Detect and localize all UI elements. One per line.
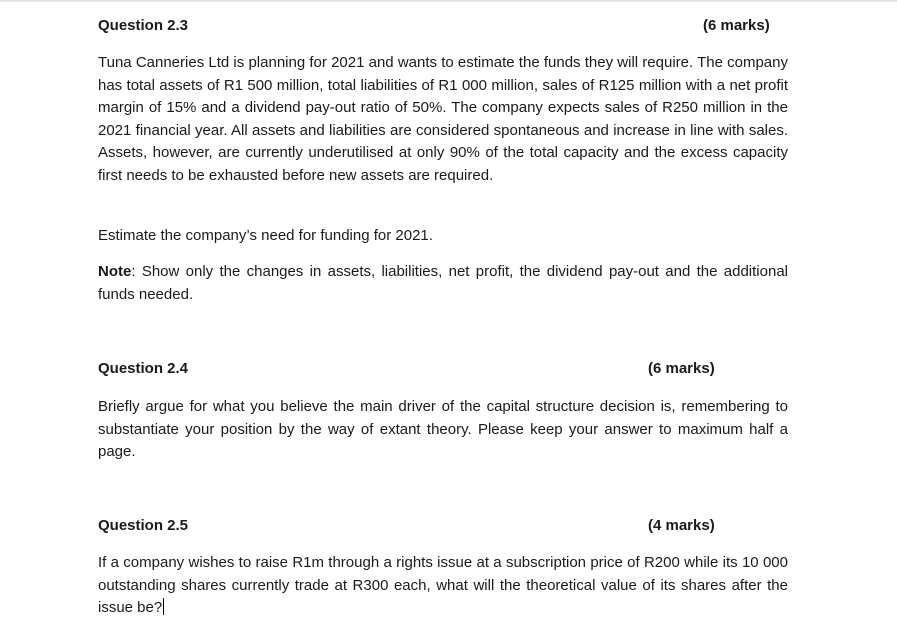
question-2-3-marks: (6 marks) [703, 17, 770, 34]
question-2-4-body: Briefly argue for what you believe the main driver of the capital structure decision is, remembering to substantiate your position by the way of extant theory. Please keep your answer to maximum half a page. [98, 398, 788, 460]
question-2-5-marks: (4 marks) [648, 517, 715, 534]
question-2-5-body[interactable] [98, 552, 788, 620]
question-2-4-marks: (6 marks) [648, 360, 715, 377]
question-2-3-title: Question 2.3 [98, 17, 189, 34]
note-text: : Show only the changes in assets, liabilities, net profit, the dividend pay-out and the additional funds needed. [98, 263, 788, 303]
question-2-4-title: Question 2.4 [98, 360, 189, 377]
top-border [0, 0, 897, 2]
question-2-3-note [98, 261, 788, 306]
question-2-5-text: If a company wishes to raise R1m through a rights issue at a subscription price of R200 while its 10 000 outstanding shares currently trade at R300 each, what will the theoretical value of its shares after the issue be? [98, 554, 788, 616]
text-cursor [163, 598, 164, 615]
question-2-3-task: Estimate the company’s need for funding for 2021. [98, 227, 433, 244]
question-2-5-title: Question 2.5 [98, 517, 189, 534]
note-label: Note [98, 263, 132, 280]
question-2-3-body: Tuna Canneries Ltd is planning for 2021 and wants to estimate the funds they will require. The company has total assets of R1 500 million, total liabilities of R1 000 million, sales of R125 million with a net profit margin of 15% and a dividend pay-out ratio of 50%. The company expects sales of R250 million in the 2021 financial year. All assets and liabilities are considered spontaneous and increase in line with sales. Assets, however, are currently underutilised at only 90% of the total capacity and the excess capacity first needs to be exhausted before new assets are required. [98, 54, 788, 184]
